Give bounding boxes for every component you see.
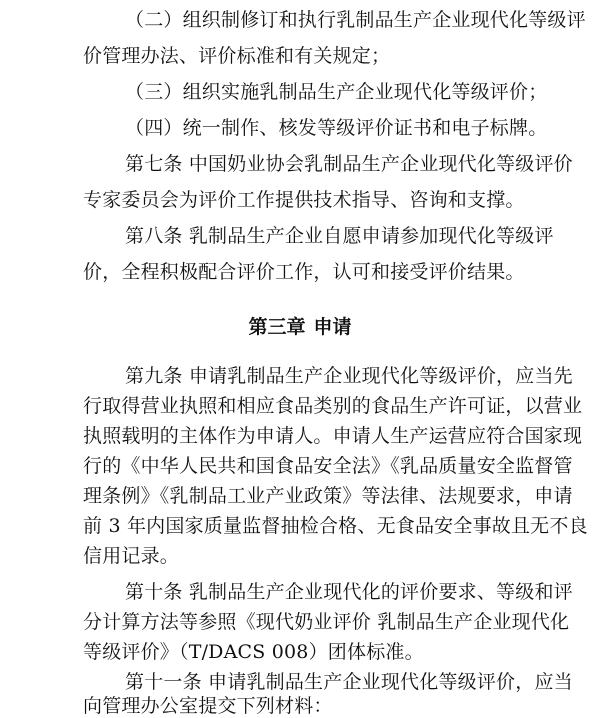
article-10-line-2: 分计算方法等参照《现代奶业评价 乳制品生产企业现代化 [83, 611, 570, 633]
item-4: （四）统一制作、核发等级评价证书和电子标牌。 [125, 117, 548, 139]
article-8-line-2: 价，全程积极配合评价工作，认可和接受评价结果。 [83, 261, 525, 283]
item-3: （三）组织实施乳制品生产企业现代化等级评价； [125, 81, 548, 103]
article-10-line-3: 等级评价》（T/DACS 008）团体标准。 [83, 641, 424, 663]
item-2-line-2: 价管理办法、评价标准和有关规定； [83, 45, 391, 67]
article-7-line-1: 第七条 中国奶业协会乳制品生产企业现代化等级评价 [125, 153, 573, 175]
article-8-line-1: 第八条 乳制品生产企业自愿申请参加现代化等级评 [125, 225, 554, 247]
chapter-number: 第三章 [248, 316, 306, 338]
chapter-title: 申请 [313, 316, 352, 338]
article-9-line-4: 行的《中华人民共和国食品安全法》《乳品质量安全监督管 [83, 455, 573, 477]
article-9-line-7: 信用记录。 [83, 545, 180, 567]
article-9-line-6: 前 3 年内国家质量监督抽检合格、无食品安全事故且无不良 [83, 515, 588, 537]
article-11-line-2: 向管理办公室提交下列材料： [83, 695, 333, 717]
article-11-line-1: 第十一条 申请乳制品生产企业现代化等级评价，应当 [125, 671, 573, 693]
article-9-line-2: 行取得营业执照和相应食品类别的食品生产许可证，以营业 [83, 395, 583, 417]
article-7-line-2: 专家委员会为评价工作提供技术指导、咨询和支撑。 [83, 189, 525, 211]
article-9-line-1: 第九条 申请乳制品生产企业现代化等级评价，应当先 [125, 365, 573, 387]
article-9-line-3: 执照载明的主体作为申请人。申请人生产运营应符合国家现 [83, 425, 583, 447]
chapter-heading [0, 315, 600, 339]
article-9-line-5: 理条例》《乳制品工业产业政策》等法律、法规要求，申请 [83, 485, 573, 507]
article-10-line-1: 第十条 乳制品生产企业现代化的评价要求、等级和评 [125, 581, 573, 603]
item-2-line-1: （二）组织制修订和执行乳制品生产企业现代化等级评 [125, 9, 586, 31]
